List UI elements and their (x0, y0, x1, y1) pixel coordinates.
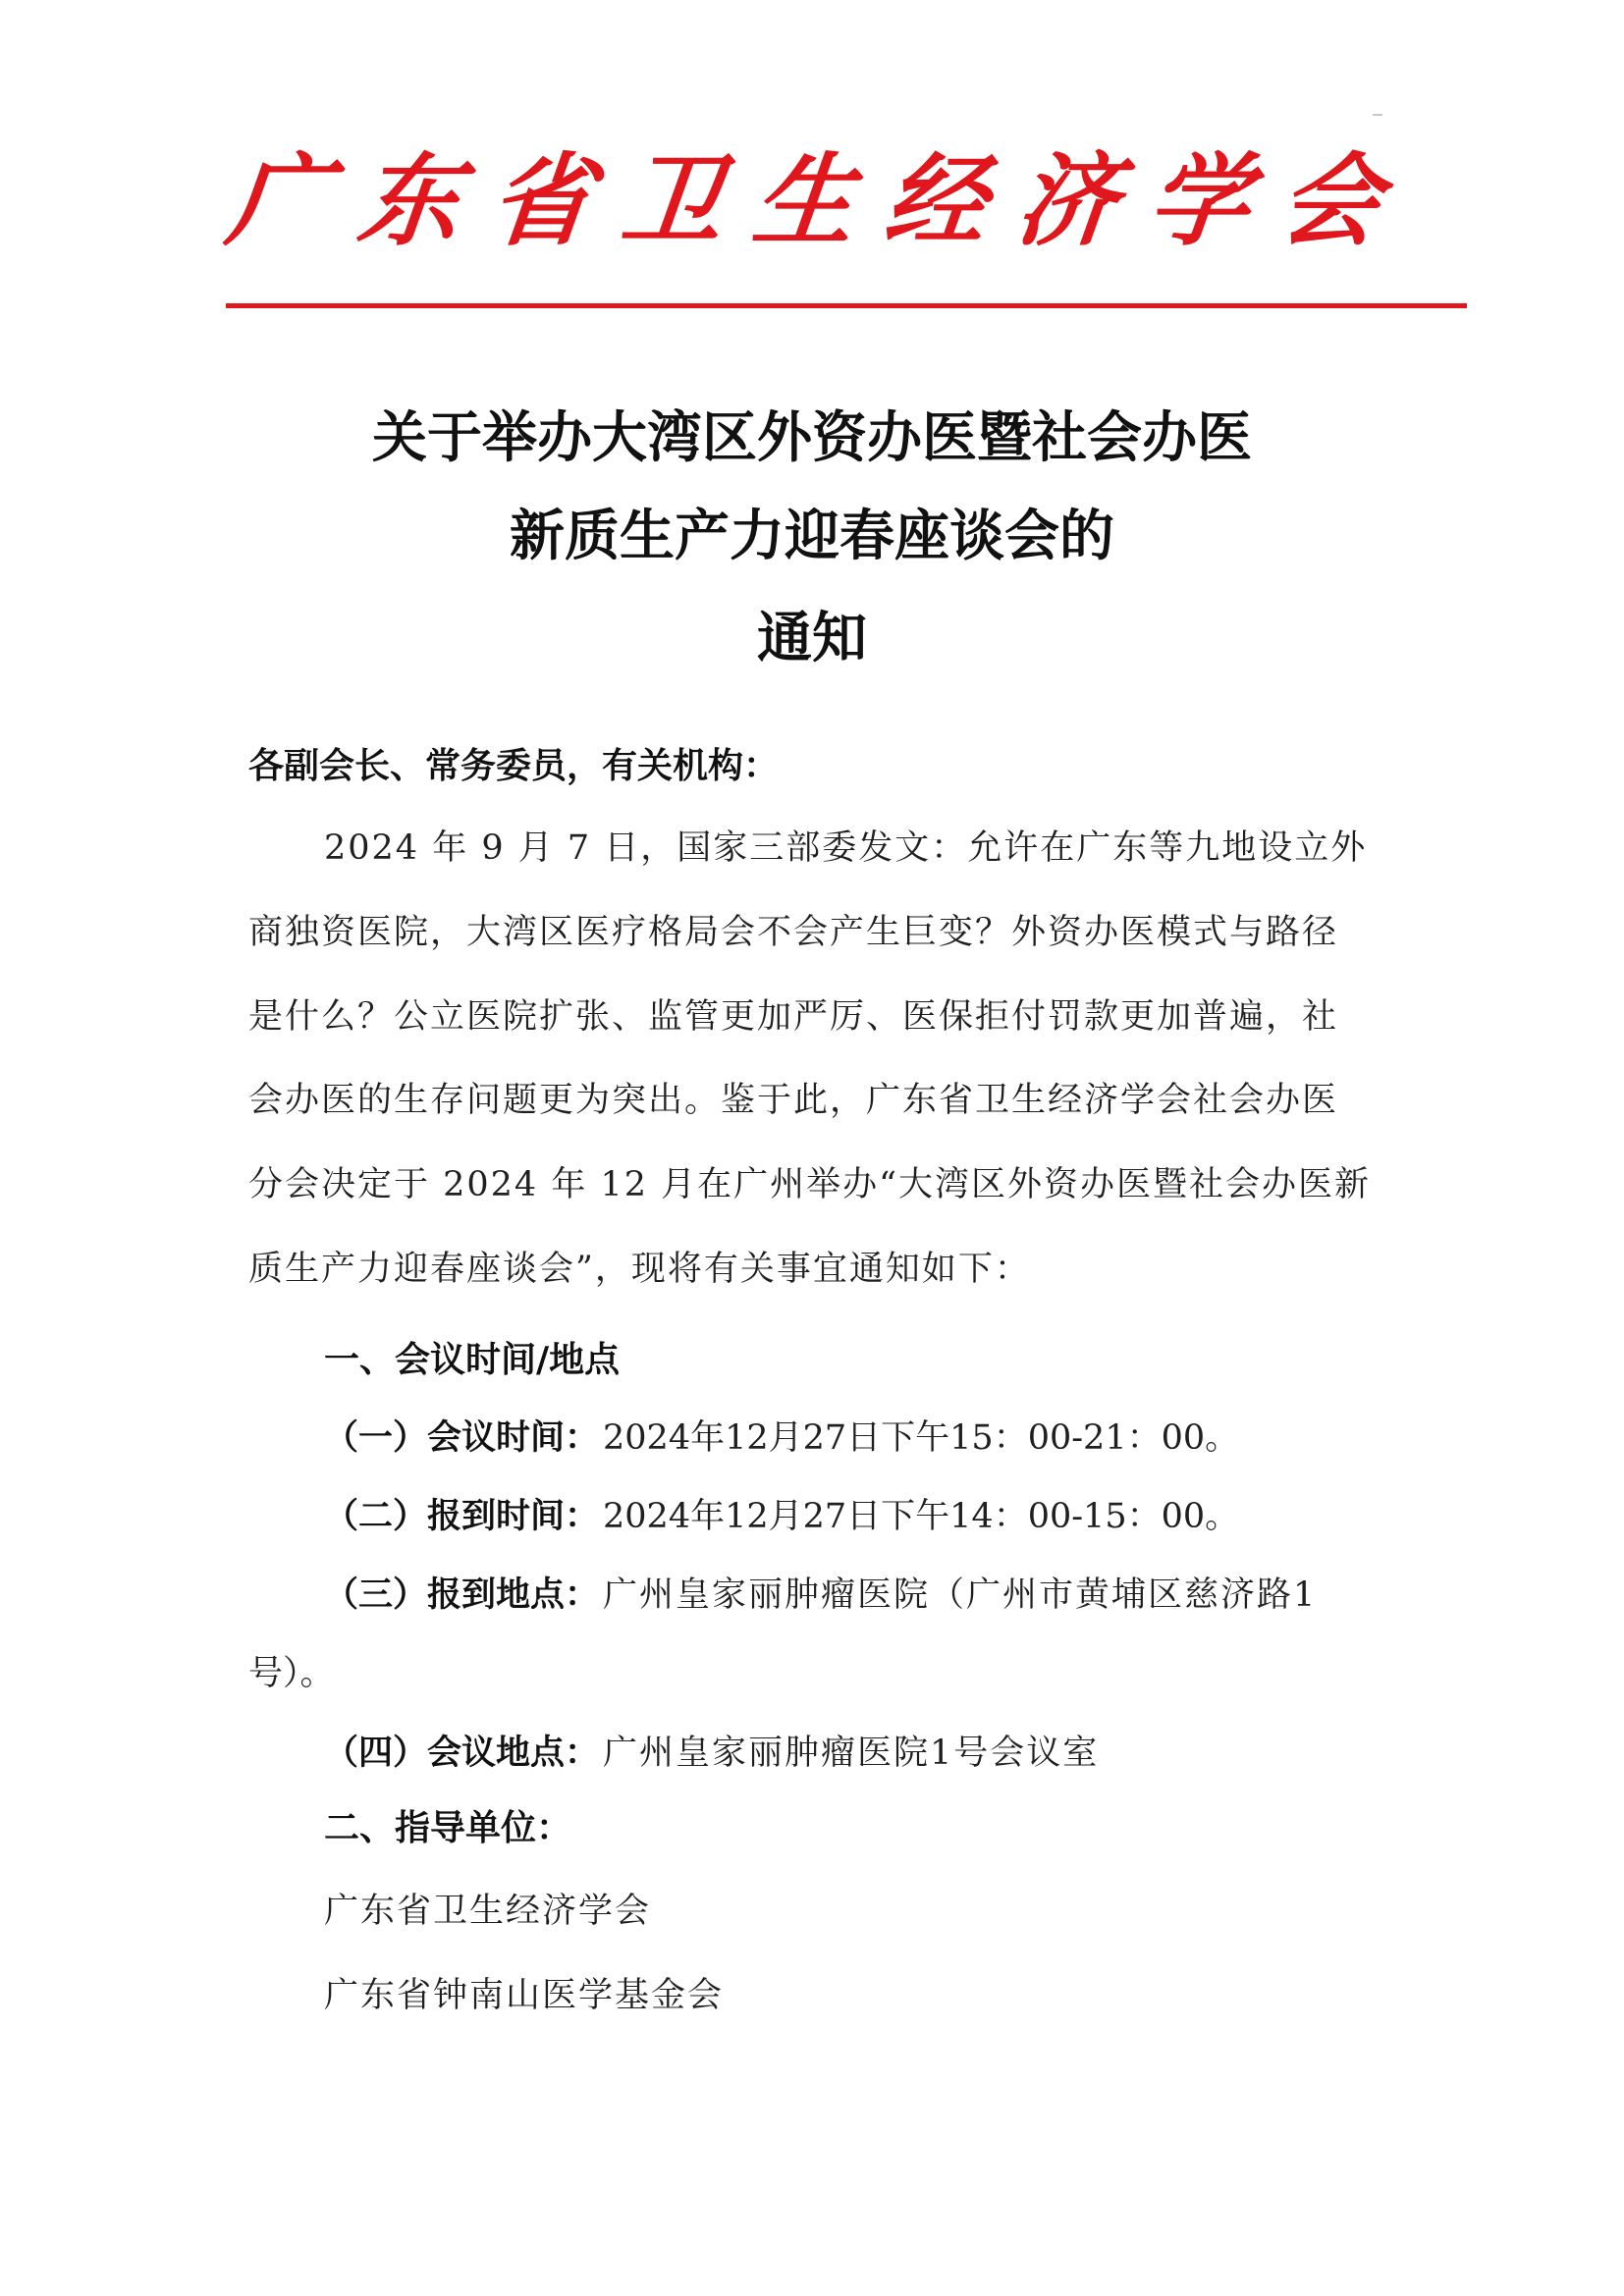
letterhead-org-name: 广东省卫生经济学会 (221, 142, 1419, 260)
section-2-heading: 二、指导单位： (324, 1808, 572, 1848)
checkin-location-value: 广州皇家丽肿瘤医院（广州市黄埔区慈济路1 (603, 1575, 1318, 1615)
checkin-time-label: （二）报到时间： (324, 1497, 600, 1536)
section-1-heading: 一、会议时间/地点 (324, 1340, 621, 1380)
corner-mark (1373, 114, 1382, 116)
body-line: 2024 年 9 月 7 日，国家三部委发文：允许在广东等九地设立外 (324, 828, 1368, 868)
letterhead (221, 128, 1419, 275)
checkin-time-item (324, 1489, 1239, 1538)
body-line: 会办医的生存问题更为突出。鉴于此，广东省卫生经济学会社会办医 (248, 1081, 1339, 1120)
guiding-unit: 广东省钟南山医学基金会 (324, 1976, 725, 2015)
meeting-location-item (324, 1726, 1099, 1775)
guiding-unit: 广东省卫生经济学会 (324, 1892, 652, 1931)
meeting-location-value: 广州皇家丽肿瘤医院1号会议室 (603, 1734, 1100, 1773)
meeting-time-label: （一）会议时间： (324, 1418, 600, 1458)
salutation: 各副会长、常务委员，有关机构： (248, 746, 780, 786)
meeting-time-value: 2024年12月27日下午15：00-21：00。 (603, 1418, 1240, 1458)
checkin-location-label: （三）报到地点： (324, 1575, 600, 1615)
body-line: 质生产力迎春座谈会”，现将有关事宜通知如下： (248, 1250, 1031, 1289)
checkin-location-item (324, 1568, 1317, 1617)
title-line-1: 关于举办大湾区外资办医暨社会办医 (372, 406, 1252, 470)
body-line: 分会决定于 2024 年 12 月在广州举办“大湾区外资办医暨社会办医新 (248, 1165, 1372, 1204)
meeting-time-item (324, 1411, 1239, 1460)
checkin-location-continuation: 号）。 (248, 1654, 335, 1693)
body-line: 商独资医院，大湾区医疗格局会不会产生巨变？外资办医模式与路径 (248, 913, 1339, 952)
title-line-3: 通知 (757, 607, 867, 670)
header-rule (226, 303, 1467, 308)
title-line-2: 新质生产力迎春座谈会的 (510, 505, 1114, 568)
body-line: 是什么？公立医院扩张、监管更加严厉、医保拒付罚款更加普遍，社 (248, 997, 1339, 1037)
meeting-location-label: （四）会议地点： (324, 1734, 600, 1773)
checkin-time-value: 2024年12月27日下午14：00-15：00。 (603, 1497, 1240, 1536)
